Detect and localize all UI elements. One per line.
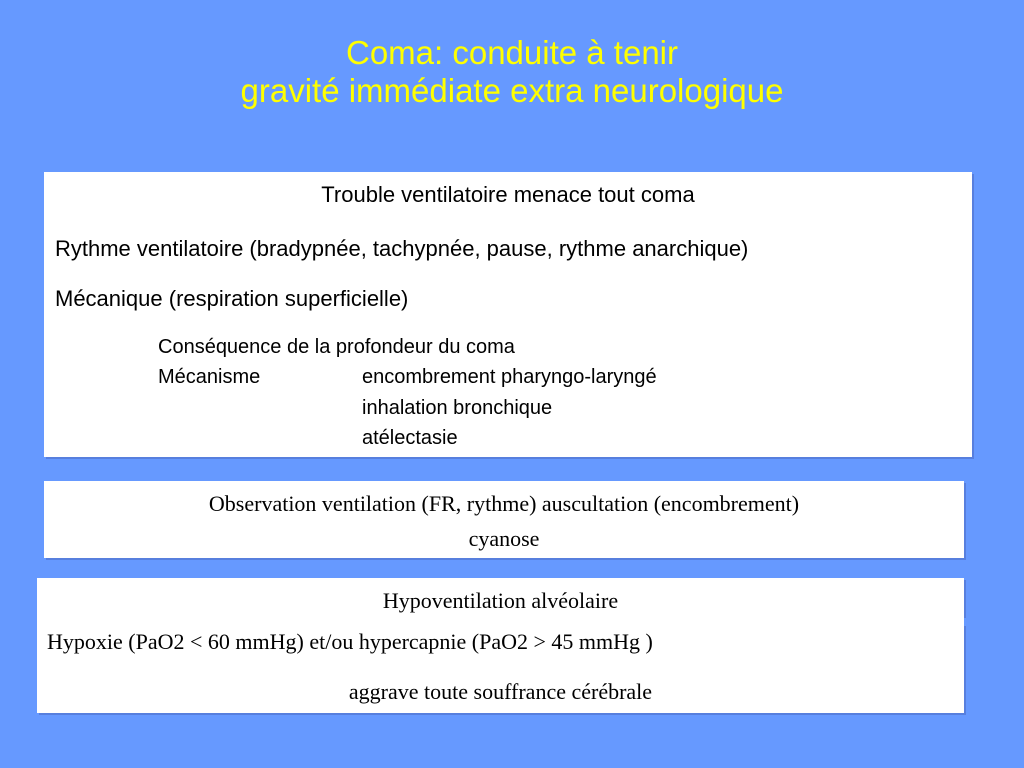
box2-cyanose-line: cyanose — [468, 526, 540, 551]
box3-consequence-line: aggrave toute souffrance cérébrale — [348, 679, 653, 704]
box3-heading: Hypoventilation alvéolaire — [382, 588, 619, 613]
box3-hypoxia-line: Hypoxie (PaO2 < 60 mmHg) et/ou hypercapnie (PaO2 > 45 mmHg ) — [47, 629, 653, 654]
box1-mechanism-item: atélectasie — [362, 427, 458, 449]
slide-title — [0, 34, 1024, 110]
hypoventilation-box — [37, 578, 964, 713]
slide-title-line-2: gravité immédiate extra neurologique — [240, 72, 784, 109]
box1-heading: Trouble ventilatoire menace tout coma — [321, 182, 695, 207]
observation-box — [44, 481, 964, 558]
box1-mechanism-item: inhalation bronchique — [362, 397, 553, 419]
box3-notch — [964, 618, 968, 626]
box1-mechanics-line: Mécanique (respiration superficielle) — [55, 286, 409, 311]
box1-rhythm-line: Rythme ventilatoire (bradypnée, tachypnée, pause, rythme anarchique) — [55, 236, 749, 261]
box2-observation-line: Observation ventilation (FR, rythme) auscultation (encombrement) — [208, 491, 800, 516]
box1-mechanism-item: encombrement pharyngo-laryngé — [362, 366, 657, 388]
box1-consequence-line: Conséquence de la profondeur du coma — [158, 336, 515, 358]
slide-title-line-1: Coma: conduite à tenir — [345, 34, 678, 71]
ventilation-trouble-box — [44, 172, 972, 457]
box1-mechanism-label: Mécanisme — [158, 366, 261, 388]
